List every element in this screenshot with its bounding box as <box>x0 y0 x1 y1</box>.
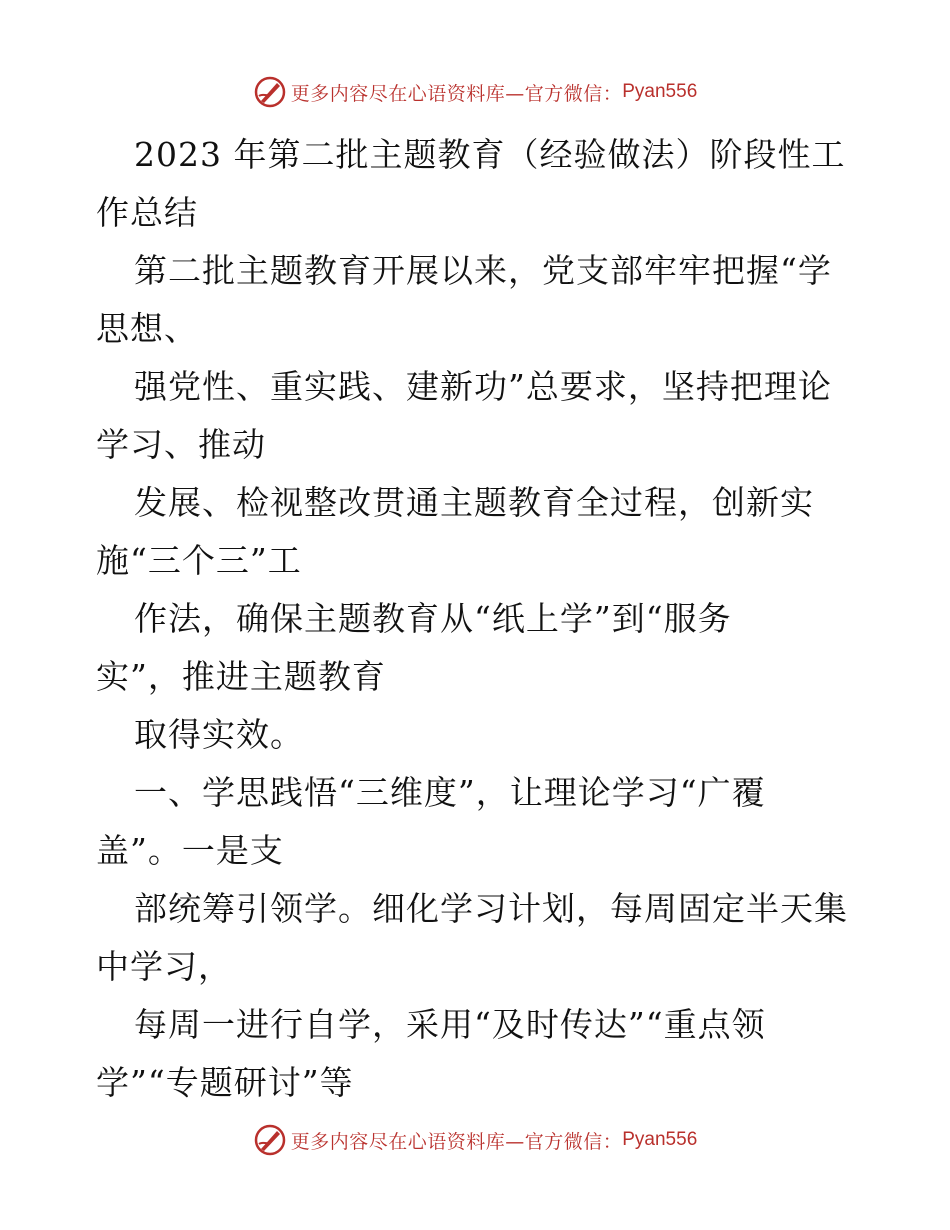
banner-text: 更多内容尽在心语资料库—官方微信： <box>290 1130 623 1153</box>
wechat-id: Pyan556 <box>622 81 698 102</box>
text-line: 强党性、重实践、建新功”总要求，坚持把理论 <box>134 367 832 406</box>
text-line: 实”，推进主题教育 <box>96 657 386 696</box>
quill-pen-logo-icon <box>253 75 287 109</box>
text-line: 2023 年第二批主题教育（经验做法）阶段性工 <box>134 135 846 174</box>
text-line: 发展、检视整改贯通主题教育全过程，创新实 <box>134 483 814 522</box>
text-line: 取得实效。 <box>134 715 304 754</box>
document-body <box>96 126 896 1112</box>
quill-pen-logo-icon <box>253 1123 287 1157</box>
text-line: 每周一进行自学，采用“及时传达”“重点领 <box>134 1005 766 1044</box>
text-line: 中学习， <box>96 947 232 986</box>
text-line: 部统筹引领学。细化学习计划，每周固定半天集 <box>134 889 848 928</box>
footer-banner <box>0 1118 950 1162</box>
header-banner <box>0 70 950 114</box>
text-line: 盖”。一是支 <box>96 831 284 870</box>
text-line: 作法，确保主题教育从“纸上学”到“服务 <box>134 599 732 638</box>
wechat-id: Pyan556 <box>622 1129 698 1150</box>
text-line: 思想、 <box>96 309 198 348</box>
text-line: 学”“专题研讨”等 <box>96 1063 354 1102</box>
banner-text: 更多内容尽在心语资料库—官方微信： <box>290 82 623 105</box>
text-line: 作总结 <box>96 193 198 232</box>
text-line: 施“三个三”工 <box>96 541 302 580</box>
text-line: 学习、推动 <box>96 425 266 464</box>
text-line: 一、学思践悟“三维度”，让理论学习“广覆 <box>134 773 766 812</box>
text-line: 第二批主题教育开展以来，党支部牢牢把握“学 <box>134 251 832 290</box>
